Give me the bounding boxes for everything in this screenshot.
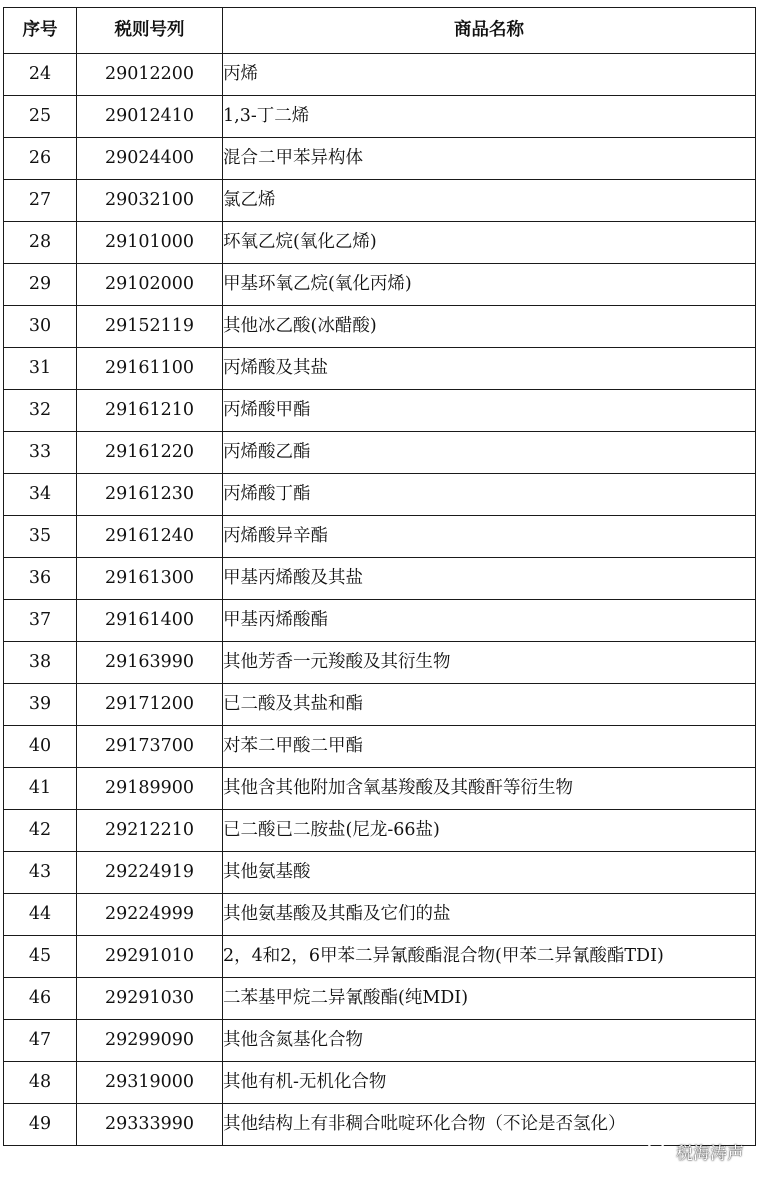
row-name-cell: 丙烯酸及其盐 [223,348,756,390]
row-code-cell: 29102000 [77,264,223,306]
table-row [4,852,756,894]
row-seq-cell: 48 [4,1062,77,1104]
row-seq-cell: 27 [4,180,77,222]
row-seq-cell: 35 [4,516,77,558]
table-row [4,978,756,1020]
row-name-cell: 其他含氮基化合物 [223,1020,756,1062]
table-row [4,474,756,516]
header-name: 商品名称 [223,8,756,54]
row-name-cell: 其他氨基酸及其酯及它们的盐 [223,894,756,936]
table-row [4,810,756,852]
row-code-cell: 29161230 [77,474,223,516]
row-code-cell: 29299090 [77,1020,223,1062]
table-body [4,54,756,1146]
row-seq-cell: 28 [4,222,77,264]
table-row [4,96,756,138]
row-seq-cell: 36 [4,558,77,600]
table-row [4,138,756,180]
table-row [4,180,756,222]
row-name-cell: 甲基丙烯酸酯 [223,600,756,642]
row-seq-cell: 42 [4,810,77,852]
table-row [4,1020,756,1062]
table-row [4,306,756,348]
row-code-cell: 29101000 [77,222,223,264]
row-code-cell: 29161100 [77,348,223,390]
row-seq-cell: 29 [4,264,77,306]
row-code-cell: 29291030 [77,978,223,1020]
table-row [4,516,756,558]
row-code-cell: 29171200 [77,684,223,726]
row-seq-cell: 32 [4,390,77,432]
row-name-cell: 其他氨基酸 [223,852,756,894]
row-seq-cell: 30 [4,306,77,348]
row-code-cell: 29212210 [77,810,223,852]
row-code-cell: 29012200 [77,54,223,96]
row-name-cell: 丙烯酸甲酯 [223,390,756,432]
table-row [4,684,756,726]
tariff-table [3,7,756,1146]
row-code-cell: 29161400 [77,600,223,642]
row-seq-cell: 49 [4,1104,77,1146]
row-name-cell: 氯乙烯 [223,180,756,222]
row-code-cell: 29291010 [77,936,223,978]
table-row [4,54,756,96]
table-row [4,1104,756,1146]
row-code-cell: 29319000 [77,1062,223,1104]
row-name-cell: 二苯基甲烷二异氰酸酯(纯MDI) [223,978,756,1020]
table-row [4,768,756,810]
row-seq-cell: 31 [4,348,77,390]
table-row [4,600,756,642]
header-code: 税则号列 [77,8,223,54]
table-header [4,8,756,54]
row-name-cell: 丙烯酸异辛酯 [223,516,756,558]
row-code-cell: 29161240 [77,516,223,558]
row-name-cell: 对苯二甲酸二甲酯 [223,726,756,768]
row-code-cell: 29189900 [77,768,223,810]
table-row [4,558,756,600]
row-seq-cell: 43 [4,852,77,894]
row-code-cell: 29333990 [77,1104,223,1146]
table-row [4,348,756,390]
row-name-cell: 混合二甲苯异构体 [223,138,756,180]
row-seq-cell: 39 [4,684,77,726]
row-seq-cell: 26 [4,138,77,180]
row-name-cell: 其他有机-无机化合物 [223,1062,756,1104]
row-name-cell: 其他冰乙酸(冰醋酸) [223,306,756,348]
row-name-cell: 丙烯酸丁酯 [223,474,756,516]
row-seq-cell: 47 [4,1020,77,1062]
table-row [4,1062,756,1104]
row-name-cell: 丙烯 [223,54,756,96]
row-code-cell: 29152119 [77,306,223,348]
row-name-cell: 丙烯酸乙酯 [223,432,756,474]
table-row [4,264,756,306]
row-name-cell: 2，4和2，6甲苯二异氰酸酯混合物(甲苯二异氰酸酯TDI) [223,936,756,978]
row-name-cell: 甲基环氧乙烷(氧化丙烯) [223,264,756,306]
row-name-cell: 其他芳香一元羧酸及其衍生物 [223,642,756,684]
row-code-cell: 29173700 [77,726,223,768]
table-row [4,642,756,684]
row-code-cell: 29224919 [77,852,223,894]
row-seq-cell: 37 [4,600,77,642]
row-code-cell: 29224999 [77,894,223,936]
header-row [4,8,756,54]
row-name-cell: 已二酸及其盐和酯 [223,684,756,726]
watermark [647,1130,744,1172]
table-row [4,936,756,978]
table-row [4,894,756,936]
row-name-cell: 其他含其他附加含氧基羧酸及其酸酐等衍生物 [223,768,756,810]
row-name-cell: 其他结构上有非稠合吡啶环化合物（不论是否氢化） [223,1104,756,1146]
row-seq-cell: 38 [4,642,77,684]
table-row [4,432,756,474]
row-seq-cell: 45 [4,936,77,978]
row-seq-cell: 41 [4,768,77,810]
row-name-cell: 环氧乙烷(氧化乙烯) [223,222,756,264]
row-seq-cell: 34 [4,474,77,516]
row-name-cell: 1,3-丁二烯 [223,96,756,138]
row-name-cell: 甲基丙烯酸及其盐 [223,558,756,600]
row-code-cell: 29161220 [77,432,223,474]
table-row [4,390,756,432]
table-row [4,222,756,264]
row-seq-cell: 44 [4,894,77,936]
row-code-cell: 29161210 [77,390,223,432]
row-seq-cell: 46 [4,978,77,1020]
row-code-cell: 29024400 [77,138,223,180]
row-seq-cell: 25 [4,96,77,138]
row-code-cell: 29161300 [77,558,223,600]
row-seq-cell: 40 [4,726,77,768]
row-code-cell: 29163990 [77,642,223,684]
row-code-cell: 29032100 [77,180,223,222]
row-seq-cell: 24 [4,54,77,96]
row-seq-cell: 33 [4,432,77,474]
watermark-text: 税海涛声 [676,1143,744,1164]
row-name-cell: 已二酸已二胺盐(尼龙-66盐) [223,810,756,852]
row-code-cell: 29012410 [77,96,223,138]
table-row [4,726,756,768]
wechat-official-account-icon [647,1141,671,1161]
header-seq: 序号 [4,8,77,54]
